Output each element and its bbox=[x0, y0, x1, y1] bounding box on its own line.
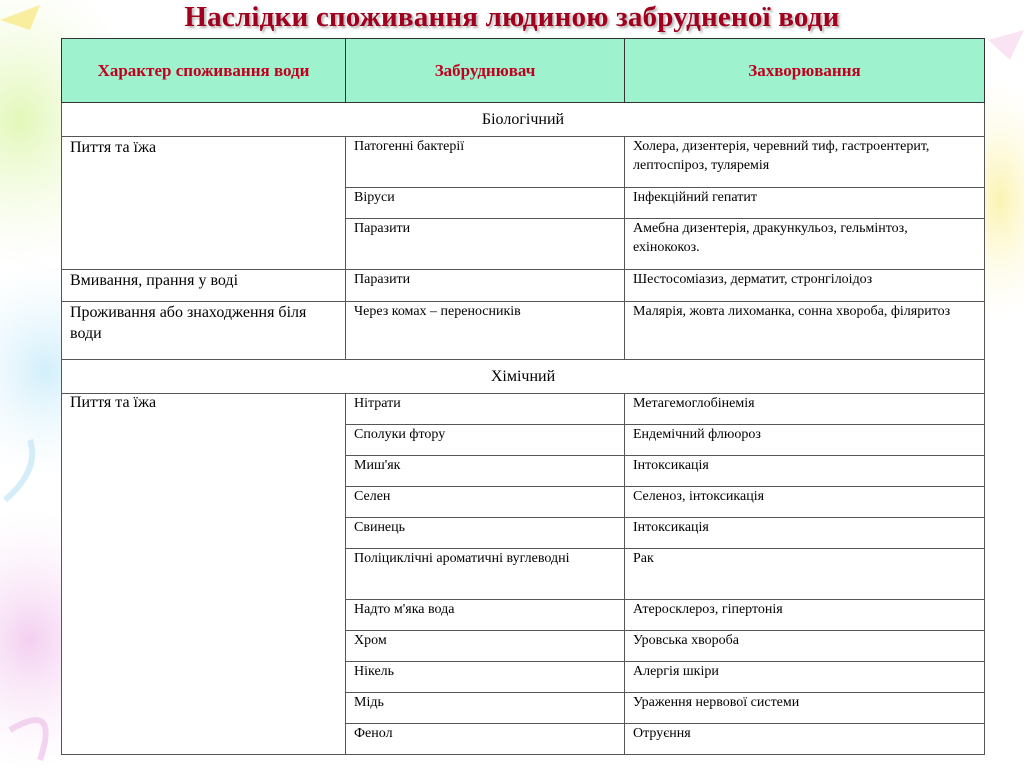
usage-cell: Пиття та їжа bbox=[62, 394, 346, 755]
pollutant-cell: Мідь bbox=[346, 693, 625, 724]
pollutant-cell: Паразити bbox=[346, 219, 625, 270]
section-row-biological bbox=[62, 103, 985, 137]
disease-cell: Уровська хвороба bbox=[625, 631, 985, 662]
pollutant-cell: Фенол bbox=[346, 724, 625, 755]
header-usage-type: Характер споживання води bbox=[62, 39, 346, 103]
pollutant-cell: Паразити bbox=[346, 270, 625, 302]
pollutant-cell: Нітрати bbox=[346, 394, 625, 425]
section-row-chemical bbox=[62, 360, 985, 394]
disease-cell: Селеноз, інтоксикація bbox=[625, 487, 985, 518]
pollutant-cell: Поліциклічні ароматичні вуглеводні bbox=[346, 549, 625, 600]
section-label-chemical: Хімічний bbox=[62, 360, 985, 394]
disease-cell: Малярія, жовта лихоманка, сонна хвороба, філяритоз bbox=[625, 302, 985, 360]
header-pollutant: Забруднювач bbox=[346, 39, 625, 103]
usage-cell: Вмивання, прання у воді bbox=[62, 270, 346, 302]
disease-cell: Шестосоміазиз, дерматит, стронгілоідоз bbox=[625, 270, 985, 302]
pollutant-cell: Сполуки фтору bbox=[346, 425, 625, 456]
pollutant-cell: Хром bbox=[346, 631, 625, 662]
section-label-biological: Біологічний bbox=[62, 103, 985, 137]
disease-cell: Отруєння bbox=[625, 724, 985, 755]
disease-cell: Холера, дизентерія, черевний тиф, гастроентерит, лептоспіроз, туляремія bbox=[625, 137, 985, 188]
header-disease: Захворювання bbox=[625, 39, 985, 103]
pollutant-cell: Нікель bbox=[346, 662, 625, 693]
disease-cell: Алергія шкіри bbox=[625, 662, 985, 693]
disease-cell: Інтоксикація bbox=[625, 456, 985, 487]
page-title: Наслідки споживання людиною забрудненої води bbox=[184, 1, 840, 33]
disease-cell: Рак bbox=[625, 549, 985, 600]
table-row bbox=[62, 270, 985, 302]
disease-cell: Метагемоглобінемія bbox=[625, 394, 985, 425]
disease-cell: Інтоксикація bbox=[625, 518, 985, 549]
table-row bbox=[62, 302, 985, 360]
pollution-consequences-table bbox=[61, 38, 985, 755]
table-header-row bbox=[62, 39, 985, 103]
pollutant-cell: Віруси bbox=[346, 188, 625, 219]
disease-cell: Інфекційний гепатит bbox=[625, 188, 985, 219]
disease-cell: Ендемічний флюороз bbox=[625, 425, 985, 456]
pollutant-cell: Надто м'яка вода bbox=[346, 600, 625, 631]
pollutant-cell: Миш'як bbox=[346, 456, 625, 487]
disease-cell: Атеросклероз, гіпертонія bbox=[625, 600, 985, 631]
pollutant-cell: Патогенні бактерії bbox=[346, 137, 625, 188]
pollutant-cell: Селен bbox=[346, 487, 625, 518]
table-row bbox=[62, 137, 985, 188]
disease-cell: Амебна дизентерія, дракункульоз, гельмінтоз, ехінококоз. bbox=[625, 219, 985, 270]
pollutant-cell: Свинець bbox=[346, 518, 625, 549]
pollutant-cell: Через комах – переносників bbox=[346, 302, 625, 360]
disease-cell: Ураження нервової системи bbox=[625, 693, 985, 724]
usage-cell: Пиття та їжа bbox=[62, 137, 346, 270]
usage-cell: Проживання або знаходження біля води bbox=[62, 302, 346, 360]
table-row bbox=[62, 394, 985, 425]
